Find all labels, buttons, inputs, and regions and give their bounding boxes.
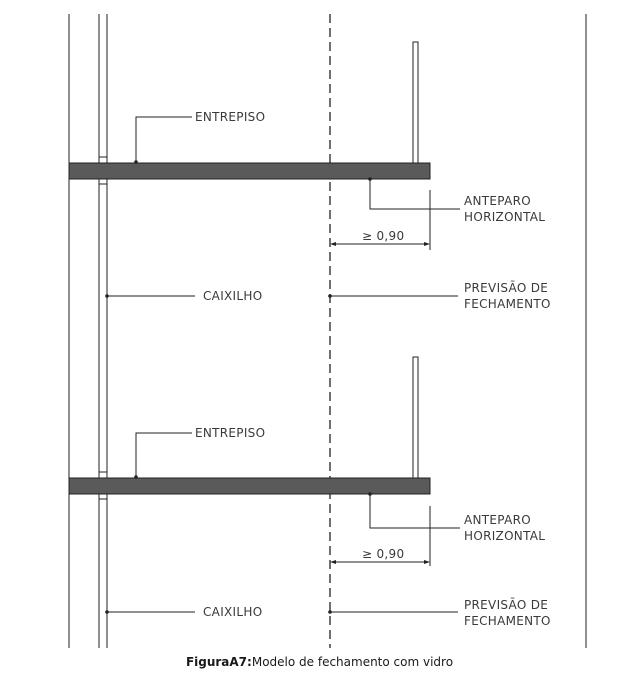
caixilho-leader-upper bbox=[105, 294, 195, 298]
label-caixilho-lower: CAIXILHO bbox=[203, 605, 263, 619]
label-previsao-upper-line1: PREVISÃO DE bbox=[464, 281, 549, 295]
label-anteparo-lower-line1: ANTEPARO bbox=[464, 513, 531, 527]
label-anteparo-lower-line2: HORIZONTAL bbox=[464, 529, 546, 543]
previsao-leader-lower bbox=[328, 610, 458, 614]
previsao-leader-upper bbox=[328, 294, 458, 298]
figure-caption bbox=[0, 655, 639, 669]
label-dimension-upper: ≥ 0,90 bbox=[362, 229, 405, 243]
label-caixilho-upper: CAIXILHO bbox=[203, 289, 263, 303]
label-entrepiso-upper: ENTREPISO bbox=[195, 110, 266, 124]
label-entrepiso-lower: ENTREPISO bbox=[195, 426, 266, 440]
slab-upper bbox=[69, 163, 430, 179]
caixilho-leader-lower bbox=[105, 610, 195, 614]
caption-prefix: FiguraA7: bbox=[185, 655, 252, 669]
label-dimension-lower: ≥ 0,90 bbox=[362, 547, 405, 561]
label-previsao-lower-line1: PREVISÃO DE bbox=[464, 598, 549, 612]
caption-text: Modelo de fechamento com vidro bbox=[251, 655, 454, 669]
label-anteparo-upper-line1: ANTEPARO bbox=[464, 194, 531, 208]
entrepiso-leader-upper bbox=[134, 117, 192, 164]
entrepiso-leader-lower bbox=[134, 433, 192, 479]
label-previsao-lower-line2: FECHAMENTO bbox=[464, 614, 551, 628]
caixilho-frame bbox=[99, 14, 107, 648]
label-previsao-upper-line2: FECHAMENTO bbox=[464, 297, 551, 311]
label-anteparo-upper-line2: HORIZONTAL bbox=[464, 210, 546, 224]
slab-lower bbox=[69, 478, 430, 494]
guard-upper bbox=[413, 42, 418, 163]
guard-lower bbox=[413, 357, 418, 478]
